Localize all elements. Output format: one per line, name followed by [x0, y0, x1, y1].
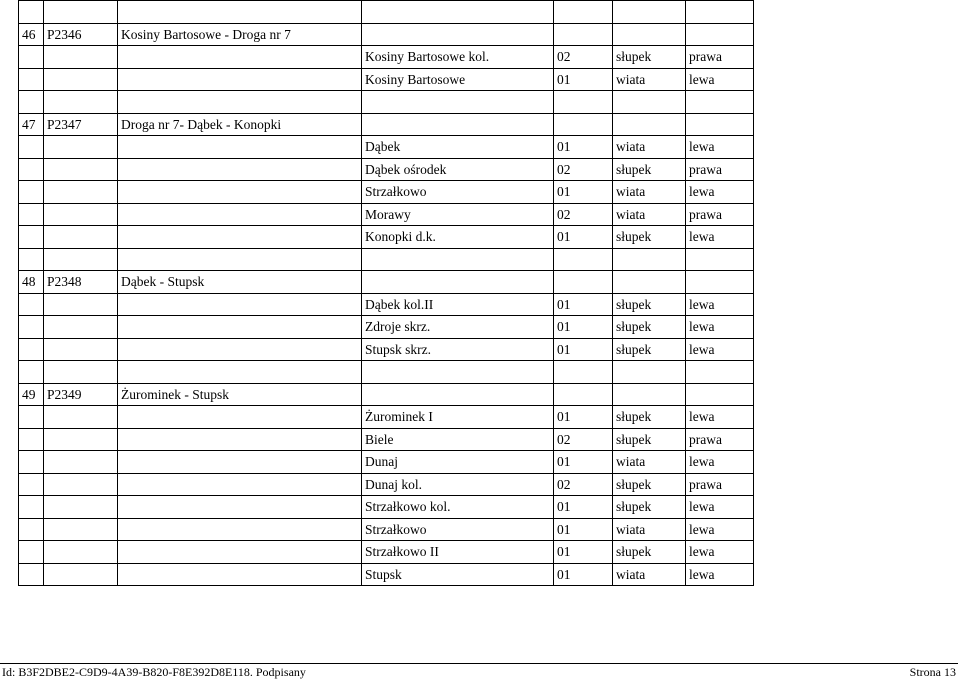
empty-cell: [686, 113, 754, 136]
stop-side: lewa: [686, 293, 754, 316]
empty-cell: [554, 113, 613, 136]
stop-type: wiata: [613, 203, 686, 226]
stop-type: słupek: [613, 46, 686, 69]
bus-stop-table: [18, 0, 754, 586]
empty-cell: [118, 226, 362, 249]
stop-name: Dąbek: [362, 136, 554, 159]
stop-row: [19, 518, 754, 541]
empty-cell: [19, 361, 44, 384]
empty-cell: [44, 428, 118, 451]
stop-side: lewa: [686, 68, 754, 91]
stop-number: 01: [554, 451, 613, 474]
stop-type: słupek: [613, 428, 686, 451]
empty-cell: [118, 91, 362, 114]
empty-cell: [44, 473, 118, 496]
empty-cell: [118, 451, 362, 474]
stop-name: Stupsk: [362, 563, 554, 586]
empty-cell: [362, 248, 554, 271]
empty-cell: [613, 1, 686, 24]
stop-type: słupek: [613, 541, 686, 564]
empty-cell: [19, 406, 44, 429]
stop-side: lewa: [686, 518, 754, 541]
stop-side: lewa: [686, 338, 754, 361]
stop-side: lewa: [686, 496, 754, 519]
empty-cell: [118, 181, 362, 204]
empty-cell: [19, 473, 44, 496]
empty-cell: [118, 316, 362, 339]
empty-cell: [44, 68, 118, 91]
empty-cell: [19, 451, 44, 474]
stop-row: [19, 68, 754, 91]
empty-cell: [554, 271, 613, 294]
stop-side: prawa: [686, 46, 754, 69]
stop-name: Strzałkowo: [362, 181, 554, 204]
empty-cell: [44, 451, 118, 474]
empty-cell: [44, 293, 118, 316]
stop-name: Dunaj: [362, 451, 554, 474]
empty-cell: [118, 473, 362, 496]
empty-cell: [44, 248, 118, 271]
stop-type: słupek: [613, 406, 686, 429]
stop-name: Kosiny Bartosowe: [362, 68, 554, 91]
stop-type: wiata: [613, 136, 686, 159]
stop-number: 02: [554, 428, 613, 451]
stop-name: Kosiny Bartosowe kol.: [362, 46, 554, 69]
empty-cell: [118, 518, 362, 541]
route-code: P2348: [44, 271, 118, 294]
empty-cell: [362, 113, 554, 136]
stop-side: lewa: [686, 563, 754, 586]
stop-side: lewa: [686, 451, 754, 474]
stop-number: 01: [554, 68, 613, 91]
stop-side: prawa: [686, 203, 754, 226]
empty-cell: [118, 541, 362, 564]
stop-number: 01: [554, 518, 613, 541]
route-header-row: [19, 113, 754, 136]
stop-row: [19, 136, 754, 159]
stop-row: [19, 406, 754, 429]
route-code: P2349: [44, 383, 118, 406]
empty-cell: [19, 428, 44, 451]
bus-stop-table-body: [19, 1, 754, 586]
stop-side: lewa: [686, 226, 754, 249]
empty-cell: [19, 518, 44, 541]
empty-cell: [554, 23, 613, 46]
stop-number: 02: [554, 473, 613, 496]
stop-number: 02: [554, 158, 613, 181]
empty-cell: [613, 248, 686, 271]
stop-side: prawa: [686, 158, 754, 181]
empty-cell: [362, 271, 554, 294]
empty-cell: [19, 248, 44, 271]
stop-side: lewa: [686, 136, 754, 159]
stop-name: Biele: [362, 428, 554, 451]
empty-cell: [118, 293, 362, 316]
stop-row: [19, 158, 754, 181]
stop-row: [19, 473, 754, 496]
route-header-row: [19, 271, 754, 294]
stop-type: wiata: [613, 563, 686, 586]
empty-cell: [613, 23, 686, 46]
stop-number: 01: [554, 541, 613, 564]
empty-cell: [19, 158, 44, 181]
empty-cell: [19, 1, 44, 24]
empty-cell: [118, 428, 362, 451]
stop-row: [19, 293, 754, 316]
document-id-text: Id: B3F2DBE2-C9D9-4A39-B820-F8E392D8E118. Podpisany: [2, 665, 306, 679]
empty-cell: [613, 91, 686, 114]
empty-cell: [686, 91, 754, 114]
empty-cell: [44, 46, 118, 69]
stop-type: wiata: [613, 518, 686, 541]
empty-cell: [44, 136, 118, 159]
empty-cell: [118, 203, 362, 226]
stop-side: lewa: [686, 406, 754, 429]
empty-cell: [554, 91, 613, 114]
empty-cell: [118, 406, 362, 429]
stop-number: 01: [554, 136, 613, 159]
empty-cell: [44, 361, 118, 384]
stop-row: [19, 338, 754, 361]
empty-cell: [19, 203, 44, 226]
stop-number: 01: [554, 496, 613, 519]
empty-cell: [554, 1, 613, 24]
empty-cell: [19, 91, 44, 114]
empty-cell: [686, 271, 754, 294]
empty-cell: [19, 181, 44, 204]
route-name: Kosiny Bartosowe - Droga nr 7: [118, 23, 362, 46]
empty-cell: [118, 496, 362, 519]
empty-cell: [613, 113, 686, 136]
empty-cell: [686, 383, 754, 406]
empty-cell: [44, 181, 118, 204]
stop-number: 01: [554, 316, 613, 339]
stop-row: [19, 563, 754, 586]
empty-cell: [118, 563, 362, 586]
stop-type: słupek: [613, 158, 686, 181]
route-header-row: [19, 383, 754, 406]
page-footer: [0, 663, 958, 680]
stop-type: słupek: [613, 496, 686, 519]
route-name: Żurominek - Stupsk: [118, 383, 362, 406]
empty-cell: [44, 203, 118, 226]
stop-type: wiata: [613, 181, 686, 204]
stop-row: [19, 226, 754, 249]
stop-number: 01: [554, 406, 613, 429]
empty-cell: [686, 1, 754, 24]
empty-cell: [118, 46, 362, 69]
route-number: 47: [19, 113, 44, 136]
empty-cell: [44, 226, 118, 249]
route-name: Droga nr 7- Dąbek - Konopki: [118, 113, 362, 136]
empty-cell: [44, 91, 118, 114]
stop-number: 01: [554, 338, 613, 361]
empty-cell: [19, 46, 44, 69]
empty-cell: [19, 563, 44, 586]
stop-row: [19, 496, 754, 519]
page-number: Strona 13: [909, 665, 956, 679]
spacer-row: [19, 248, 754, 271]
empty-cell: [44, 563, 118, 586]
empty-cell: [118, 1, 362, 24]
spacer-row: [19, 1, 754, 24]
document-sheet: [18, 0, 754, 586]
empty-cell: [44, 338, 118, 361]
stop-type: słupek: [613, 293, 686, 316]
empty-cell: [362, 383, 554, 406]
stop-side: lewa: [686, 181, 754, 204]
stop-name: Stupsk skrz.: [362, 338, 554, 361]
stop-name: Morawy: [362, 203, 554, 226]
route-number: 48: [19, 271, 44, 294]
empty-cell: [44, 1, 118, 24]
spacer-row: [19, 361, 754, 384]
empty-cell: [44, 158, 118, 181]
stop-side: prawa: [686, 428, 754, 451]
stop-type: słupek: [613, 338, 686, 361]
stop-number: 01: [554, 293, 613, 316]
stop-name: Konopki d.k.: [362, 226, 554, 249]
empty-cell: [118, 338, 362, 361]
stop-name: Dunaj kol.: [362, 473, 554, 496]
stop-type: słupek: [613, 473, 686, 496]
stop-side: lewa: [686, 541, 754, 564]
empty-cell: [19, 316, 44, 339]
empty-cell: [686, 361, 754, 384]
stop-row: [19, 46, 754, 69]
empty-cell: [554, 361, 613, 384]
empty-cell: [613, 361, 686, 384]
empty-cell: [118, 361, 362, 384]
empty-cell: [19, 68, 44, 91]
stop-type: słupek: [613, 226, 686, 249]
empty-cell: [118, 158, 362, 181]
stop-number: 01: [554, 563, 613, 586]
stop-number: 01: [554, 181, 613, 204]
empty-cell: [362, 1, 554, 24]
stop-name: Dąbek ośrodek: [362, 158, 554, 181]
stop-name: Żurominek I: [362, 406, 554, 429]
empty-cell: [554, 248, 613, 271]
stop-side: prawa: [686, 473, 754, 496]
empty-cell: [19, 338, 44, 361]
empty-cell: [118, 136, 362, 159]
route-header-row: [19, 23, 754, 46]
route-number: 46: [19, 23, 44, 46]
empty-cell: [44, 541, 118, 564]
empty-cell: [118, 248, 362, 271]
empty-cell: [19, 541, 44, 564]
stop-type: słupek: [613, 316, 686, 339]
empty-cell: [44, 406, 118, 429]
empty-cell: [19, 496, 44, 519]
empty-cell: [19, 293, 44, 316]
stop-row: [19, 181, 754, 204]
stop-row: [19, 428, 754, 451]
empty-cell: [44, 316, 118, 339]
stop-number: 02: [554, 203, 613, 226]
empty-cell: [686, 248, 754, 271]
route-code: P2346: [44, 23, 118, 46]
empty-cell: [362, 361, 554, 384]
empty-cell: [19, 136, 44, 159]
stop-name: Strzałkowo: [362, 518, 554, 541]
stop-row: [19, 451, 754, 474]
stop-name: Strzałkowo kol.: [362, 496, 554, 519]
stop-row: [19, 316, 754, 339]
empty-cell: [613, 271, 686, 294]
stop-number: 02: [554, 46, 613, 69]
route-name: Dąbek - Stupsk: [118, 271, 362, 294]
stop-name: Strzałkowo II: [362, 541, 554, 564]
spacer-row: [19, 91, 754, 114]
empty-cell: [613, 383, 686, 406]
empty-cell: [19, 226, 44, 249]
empty-cell: [44, 518, 118, 541]
stop-type: wiata: [613, 451, 686, 474]
empty-cell: [44, 496, 118, 519]
stop-row: [19, 203, 754, 226]
stop-name: Zdroje skrz.: [362, 316, 554, 339]
stop-side: lewa: [686, 316, 754, 339]
stop-name: Dąbek kol.II: [362, 293, 554, 316]
stop-number: 01: [554, 226, 613, 249]
empty-cell: [362, 23, 554, 46]
empty-cell: [118, 68, 362, 91]
empty-cell: [554, 383, 613, 406]
empty-cell: [686, 23, 754, 46]
stop-type: wiata: [613, 68, 686, 91]
stop-row: [19, 541, 754, 564]
route-code: P2347: [44, 113, 118, 136]
empty-cell: [362, 91, 554, 114]
route-number: 49: [19, 383, 44, 406]
